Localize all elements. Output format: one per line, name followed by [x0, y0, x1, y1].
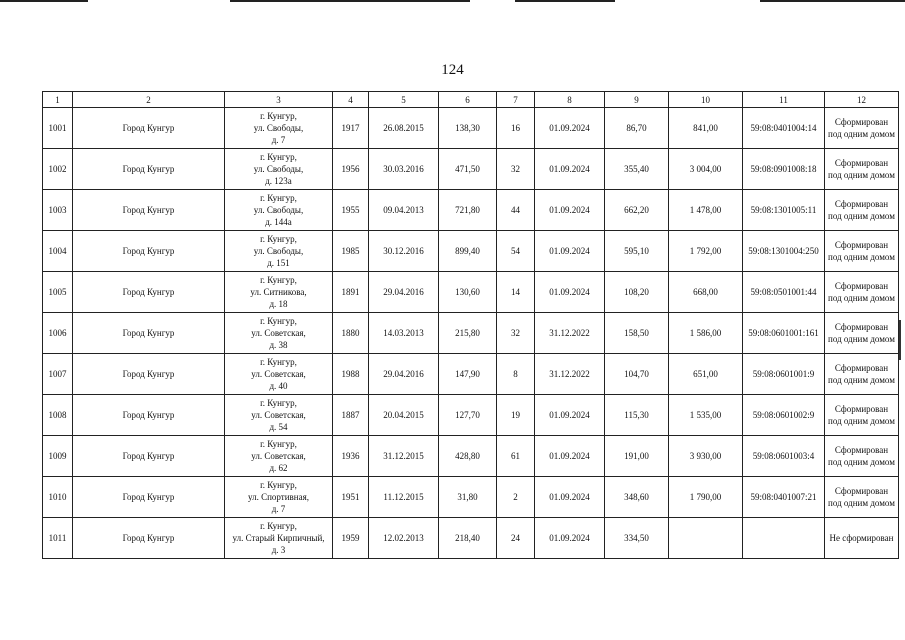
municipality-cell: Город Кунгур [73, 518, 225, 559]
status-cell [825, 149, 899, 190]
area-cell: 899,40 [439, 231, 497, 272]
year-cell: 1959 [333, 518, 369, 559]
cadastral-number-cell: 59:08:0601001:161 [743, 313, 825, 354]
status-cell [825, 231, 899, 272]
area-cell: 115,30 [605, 395, 669, 436]
scan-artifact-top-edge [0, 0, 905, 2]
address-line: ул. Советская, [251, 369, 306, 379]
area-cell: 218,40 [439, 518, 497, 559]
date-cell: 01.09.2024 [535, 518, 605, 559]
address-line: ул. Свободы, [253, 164, 304, 174]
count-cell: 24 [497, 518, 535, 559]
address-line: д. 7 [271, 504, 286, 514]
date-cell: 09.04.2013 [369, 190, 439, 231]
table-row [43, 231, 899, 272]
municipality-cell: Город Кунгур [73, 231, 225, 272]
column-header: 9 [605, 92, 669, 108]
count-cell: 14 [497, 272, 535, 313]
area-cell: 108,20 [605, 272, 669, 313]
table-row [43, 108, 899, 149]
count-cell: 16 [497, 108, 535, 149]
address-line: г. Кунгур, [260, 521, 297, 531]
table-row [43, 354, 899, 395]
status-line: под одним домом [828, 375, 895, 385]
amount-cell: 1 478,00 [669, 190, 743, 231]
status-line: Сформирован [834, 117, 889, 127]
date-cell: 01.09.2024 [535, 108, 605, 149]
address-line: ул. Советская, [251, 410, 306, 420]
date-cell: 20.04.2015 [369, 395, 439, 436]
row-number-cell: 1009 [43, 436, 73, 477]
date-cell: 01.09.2024 [535, 436, 605, 477]
status-line: Сформирован [834, 363, 889, 373]
status-cell [825, 313, 899, 354]
area-cell: 595,10 [605, 231, 669, 272]
column-header: 10 [669, 92, 743, 108]
address-line: г. Кунгур, [260, 152, 297, 162]
row-number-cell: 1002 [43, 149, 73, 190]
table-row [43, 190, 899, 231]
cadastral-number-cell: 59:08:0901008:18 [743, 149, 825, 190]
status-line: под одним домом [828, 498, 895, 508]
cadastral-number-cell: 59:08:0501001:44 [743, 272, 825, 313]
address-cell [225, 477, 333, 518]
count-cell: 19 [497, 395, 535, 436]
address-line: ул. Старый Кирпичный, [232, 533, 325, 543]
column-header: 8 [535, 92, 605, 108]
municipality-cell: Город Кунгур [73, 436, 225, 477]
date-cell: 26.08.2015 [369, 108, 439, 149]
address-line: г. Кунгур, [260, 357, 297, 367]
address-line: г. Кунгур, [260, 316, 297, 326]
area-cell: 147,90 [439, 354, 497, 395]
municipality-cell: Город Кунгур [73, 395, 225, 436]
amount-cell: 3 930,00 [669, 436, 743, 477]
status-cell [825, 354, 899, 395]
address-line: г. Кунгур, [260, 275, 297, 285]
cadastral-number-cell: 59:08:0601002:9 [743, 395, 825, 436]
row-number-cell: 1001 [43, 108, 73, 149]
status-line: под одним домом [828, 252, 895, 262]
status-line: под одним домом [828, 129, 895, 139]
amount-cell: 1 535,00 [669, 395, 743, 436]
address-cell [225, 108, 333, 149]
address-line: ул. Советская, [251, 328, 306, 338]
address-line: д. 151 [267, 258, 290, 268]
date-cell: 01.09.2024 [535, 272, 605, 313]
municipality-cell: Город Кунгур [73, 108, 225, 149]
address-cell [225, 190, 333, 231]
date-cell: 31.12.2022 [535, 354, 605, 395]
area-cell: 721,80 [439, 190, 497, 231]
address-line: г. Кунгур, [260, 439, 297, 449]
address-line: ул. Ситникова, [250, 287, 307, 297]
date-cell: 01.09.2024 [535, 149, 605, 190]
scan-artifact-right-edge [899, 320, 901, 360]
date-cell: 31.12.2022 [535, 313, 605, 354]
year-cell: 1887 [333, 395, 369, 436]
table-row [43, 149, 899, 190]
address-line: д. 38 [269, 340, 288, 350]
count-cell: 32 [497, 149, 535, 190]
column-header: 12 [825, 92, 899, 108]
status-cell [825, 518, 899, 559]
row-number-cell: 1010 [43, 477, 73, 518]
address-cell [225, 354, 333, 395]
municipality-cell: Город Кунгур [73, 272, 225, 313]
table-row [43, 395, 899, 436]
area-cell: 127,70 [439, 395, 497, 436]
amount-cell: 668,00 [669, 272, 743, 313]
address-line: д. 62 [269, 463, 288, 473]
row-number-cell: 1006 [43, 313, 73, 354]
count-cell: 61 [497, 436, 535, 477]
status-line: под одним домом [828, 457, 895, 467]
address-line: г. Кунгур, [260, 398, 297, 408]
address-line: д. 18 [269, 299, 288, 309]
address-line: д. 7 [271, 135, 286, 145]
address-cell [225, 518, 333, 559]
area-cell: 428,80 [439, 436, 497, 477]
cadastral-number-cell: 59:08:1301005:11 [743, 190, 825, 231]
address-line: ул. Свободы, [253, 123, 304, 133]
status-line: Сформирован [834, 240, 889, 250]
row-number-cell: 1005 [43, 272, 73, 313]
date-cell: 29.04.2016 [369, 272, 439, 313]
status-line: под одним домом [828, 293, 895, 303]
address-line: г. Кунгур, [260, 193, 297, 203]
status-cell [825, 190, 899, 231]
status-cell [825, 108, 899, 149]
date-cell: 29.04.2016 [369, 354, 439, 395]
municipality-cell: Город Кунгур [73, 149, 225, 190]
address-cell [225, 313, 333, 354]
year-cell: 1936 [333, 436, 369, 477]
status-line: Не сформирован [829, 533, 894, 543]
address-line: г. Кунгур, [260, 111, 297, 121]
status-cell [825, 272, 899, 313]
header-row [43, 92, 899, 108]
cadastral-number-cell [743, 518, 825, 559]
year-cell: 1988 [333, 354, 369, 395]
row-number-cell: 1003 [43, 190, 73, 231]
status-line: под одним домом [828, 416, 895, 426]
cadastral-number-cell: 59:08:1301004:250 [743, 231, 825, 272]
column-header: 6 [439, 92, 497, 108]
page-number: 124 [441, 62, 464, 78]
status-cell [825, 436, 899, 477]
amount-cell: 1 790,00 [669, 477, 743, 518]
table-row [43, 477, 899, 518]
status-line: Сформирован [834, 445, 889, 455]
column-header: 1 [43, 92, 73, 108]
area-cell: 355,40 [605, 149, 669, 190]
row-number-cell: 1011 [43, 518, 73, 559]
area-cell: 138,30 [439, 108, 497, 149]
date-cell: 11.12.2015 [369, 477, 439, 518]
year-cell: 1956 [333, 149, 369, 190]
address-line: г. Кунгур, [260, 234, 297, 244]
area-cell: 334,50 [605, 518, 669, 559]
area-cell: 215,80 [439, 313, 497, 354]
amount-cell: 1 792,00 [669, 231, 743, 272]
status-line: под одним домом [828, 170, 895, 180]
area-cell: 86,70 [605, 108, 669, 149]
status-line: Сформирован [834, 404, 889, 414]
year-cell: 1880 [333, 313, 369, 354]
date-cell: 01.09.2024 [535, 477, 605, 518]
address-line: ул. Свободы, [253, 246, 304, 256]
address-cell [225, 395, 333, 436]
count-cell: 8 [497, 354, 535, 395]
address-cell [225, 149, 333, 190]
address-cell [225, 436, 333, 477]
address-cell [225, 272, 333, 313]
address-line: ул. Спортивная, [248, 492, 309, 502]
year-cell: 1951 [333, 477, 369, 518]
area-cell: 104,70 [605, 354, 669, 395]
table-row [43, 518, 899, 559]
column-header: 5 [369, 92, 439, 108]
amount-cell: 841,00 [669, 108, 743, 149]
date-cell: 30.12.2016 [369, 231, 439, 272]
cadastral-number-cell: 59:08:0601001:9 [743, 354, 825, 395]
date-cell: 01.09.2024 [535, 231, 605, 272]
municipality-cell: Город Кунгур [73, 313, 225, 354]
status-cell [825, 477, 899, 518]
amount-cell: 3 004,00 [669, 149, 743, 190]
address-cell [225, 231, 333, 272]
date-cell: 31.12.2015 [369, 436, 439, 477]
count-cell: 32 [497, 313, 535, 354]
area-cell: 191,00 [605, 436, 669, 477]
cadastral-number-cell: 59:08:0401004:14 [743, 108, 825, 149]
status-line: Сформирован [834, 281, 889, 291]
municipality-cell: Город Кунгур [73, 190, 225, 231]
date-cell: 14.03.2013 [369, 313, 439, 354]
status-line: под одним домом [828, 211, 895, 221]
status-line: Сформирован [834, 486, 889, 496]
table-row [43, 436, 899, 477]
status-cell [825, 395, 899, 436]
column-header: 3 [225, 92, 333, 108]
count-cell: 2 [497, 477, 535, 518]
status-line: под одним домом [828, 334, 895, 344]
row-number-cell: 1008 [43, 395, 73, 436]
status-line: Сформирован [834, 322, 889, 332]
address-line: ул. Советская, [251, 451, 306, 461]
cadastral-number-cell: 59:08:0401007:21 [743, 477, 825, 518]
row-number-cell: 1004 [43, 231, 73, 272]
status-line: Сформирован [834, 199, 889, 209]
amount-cell: 651,00 [669, 354, 743, 395]
date-cell: 30.03.2016 [369, 149, 439, 190]
year-cell: 1955 [333, 190, 369, 231]
column-header: 2 [73, 92, 225, 108]
count-cell: 54 [497, 231, 535, 272]
address-line: г. Кунгур, [260, 480, 297, 490]
address-line: д. 144а [265, 217, 292, 227]
year-cell: 1985 [333, 231, 369, 272]
area-cell: 130,60 [439, 272, 497, 313]
address-line: ул. Свободы, [253, 205, 304, 215]
address-line: д. 40 [269, 381, 288, 391]
area-cell: 348,60 [605, 477, 669, 518]
table-row [43, 313, 899, 354]
amount-cell: 1 586,00 [669, 313, 743, 354]
municipality-cell: Город Кунгур [73, 354, 225, 395]
address-line: д. 123а [265, 176, 292, 186]
status-line: Сформирован [834, 158, 889, 168]
housing-registry-table [42, 91, 899, 559]
area-cell: 31,80 [439, 477, 497, 518]
address-line: д. 54 [269, 422, 288, 432]
row-number-cell: 1007 [43, 354, 73, 395]
area-cell: 471,50 [439, 149, 497, 190]
date-cell: 01.09.2024 [535, 395, 605, 436]
year-cell: 1917 [333, 108, 369, 149]
area-cell: 662,20 [605, 190, 669, 231]
cadastral-number-cell: 59:08:0601003:4 [743, 436, 825, 477]
column-header: 11 [743, 92, 825, 108]
count-cell: 44 [497, 190, 535, 231]
table-row [43, 272, 899, 313]
date-cell: 01.09.2024 [535, 190, 605, 231]
amount-cell [669, 518, 743, 559]
column-header: 7 [497, 92, 535, 108]
municipality-cell: Город Кунгур [73, 477, 225, 518]
column-header: 4 [333, 92, 369, 108]
area-cell: 158,50 [605, 313, 669, 354]
date-cell: 12.02.2013 [369, 518, 439, 559]
year-cell: 1891 [333, 272, 369, 313]
address-line: д. 3 [271, 545, 286, 555]
